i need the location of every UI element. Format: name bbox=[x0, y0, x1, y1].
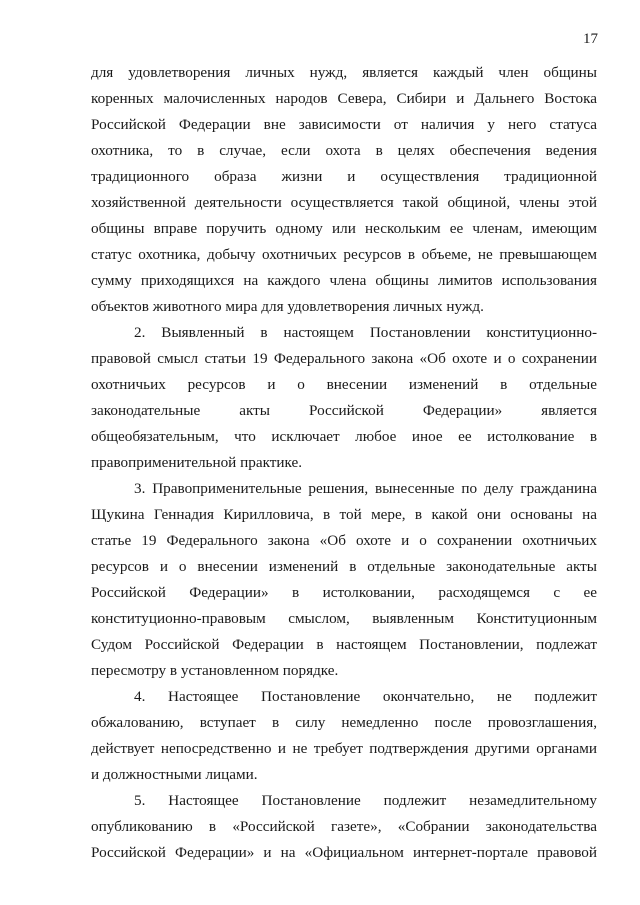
text-line: общеобязательным, что исключает любое иное ее истолкование в bbox=[91, 428, 597, 445]
text-line: охотника, то в случае, если охота в целях обеспечения ведения bbox=[91, 142, 597, 159]
text-line: общины вправе поручить одному или нескольким ее членам, имеющим bbox=[91, 220, 597, 237]
text-line: традиционного образа жизни и осуществления традиционной bbox=[91, 168, 597, 185]
text-line: Российской Федерации» в истолковании, расходящемся с ее bbox=[91, 584, 597, 601]
text-line: законодательные акты Российской Федерации» является bbox=[91, 402, 597, 419]
paragraph-item-4 bbox=[91, 684, 597, 788]
text-line: Щукина Геннадия Кирилловича, в той мере, в какой они основаны на bbox=[91, 506, 597, 523]
text-line: 4. Настоящее Постановление окончательно, не подлежит bbox=[134, 688, 597, 705]
text-line: и должностными лицами. bbox=[91, 766, 258, 783]
paragraph-continuation bbox=[91, 60, 597, 320]
text-line: Российской Федерации» и на «Официальном интернет-портале правовой bbox=[91, 844, 597, 861]
text-line: 3. Правоприменительные решения, вынесенные по делу гражданина bbox=[134, 480, 597, 497]
text-line: конституционно-правовым смыслом, выявленным Конституционным bbox=[91, 610, 597, 627]
text-line: сумму приходящихся на каждого члена общины лимитов использования bbox=[91, 272, 597, 289]
text-line: действует непосредственно и не требует подтверждения другими органами bbox=[91, 740, 597, 757]
text-line: статье 19 Федерального закона «Об охоте и о сохранении охотничьих bbox=[91, 532, 597, 549]
text-line: обжалованию, вступает в силу немедленно после провозглашения, bbox=[91, 714, 597, 731]
text-line: 5. Настоящее Постановление подлежит незамедлительному bbox=[134, 792, 597, 809]
text-line: пересмотру в установленном порядке. bbox=[91, 662, 339, 679]
document-body bbox=[91, 60, 597, 866]
text-line: правоприменительной практике. bbox=[91, 454, 303, 471]
page-number: 17 bbox=[583, 31, 598, 47]
text-line: Российской Федерации вне зависимости от наличия у него статуса bbox=[91, 116, 597, 133]
text-line: Судом Российской Федерации в настоящем Постановлении, подлежат bbox=[91, 636, 597, 653]
text-line: хозяйственной деятельности осуществляется такой общиной, члены этой bbox=[91, 194, 597, 211]
paragraph-item-3 bbox=[91, 476, 597, 684]
text-line: коренных малочисленных народов Севера, Сибири и Дальнего Востока bbox=[91, 90, 597, 107]
text-line: статус охотника, добычу охотничьих ресурсов в объеме, не превышающем bbox=[91, 246, 597, 263]
paragraph-item-5 bbox=[91, 788, 597, 866]
text-line: охотничьих ресурсов и о внесении изменений в отдельные bbox=[91, 376, 597, 393]
text-line: опубликованию в «Российской газете», «Собрании законодательства bbox=[91, 818, 597, 835]
paragraph-item-2 bbox=[91, 320, 597, 476]
text-line: объектов животного мира для удовлетворения личных нужд. bbox=[91, 298, 484, 315]
text-line: ресурсов и о внесении изменений в отдельные законодательные акты bbox=[91, 558, 597, 575]
text-line: правовой смысл статьи 19 Федерального закона «Об охоте и о сохранении bbox=[91, 350, 597, 367]
text-line: для удовлетворения личных нужд, является каждый член общины bbox=[91, 64, 597, 81]
text-line: 2. Выявленный в настоящем Постановлении конституционно- bbox=[134, 324, 597, 341]
